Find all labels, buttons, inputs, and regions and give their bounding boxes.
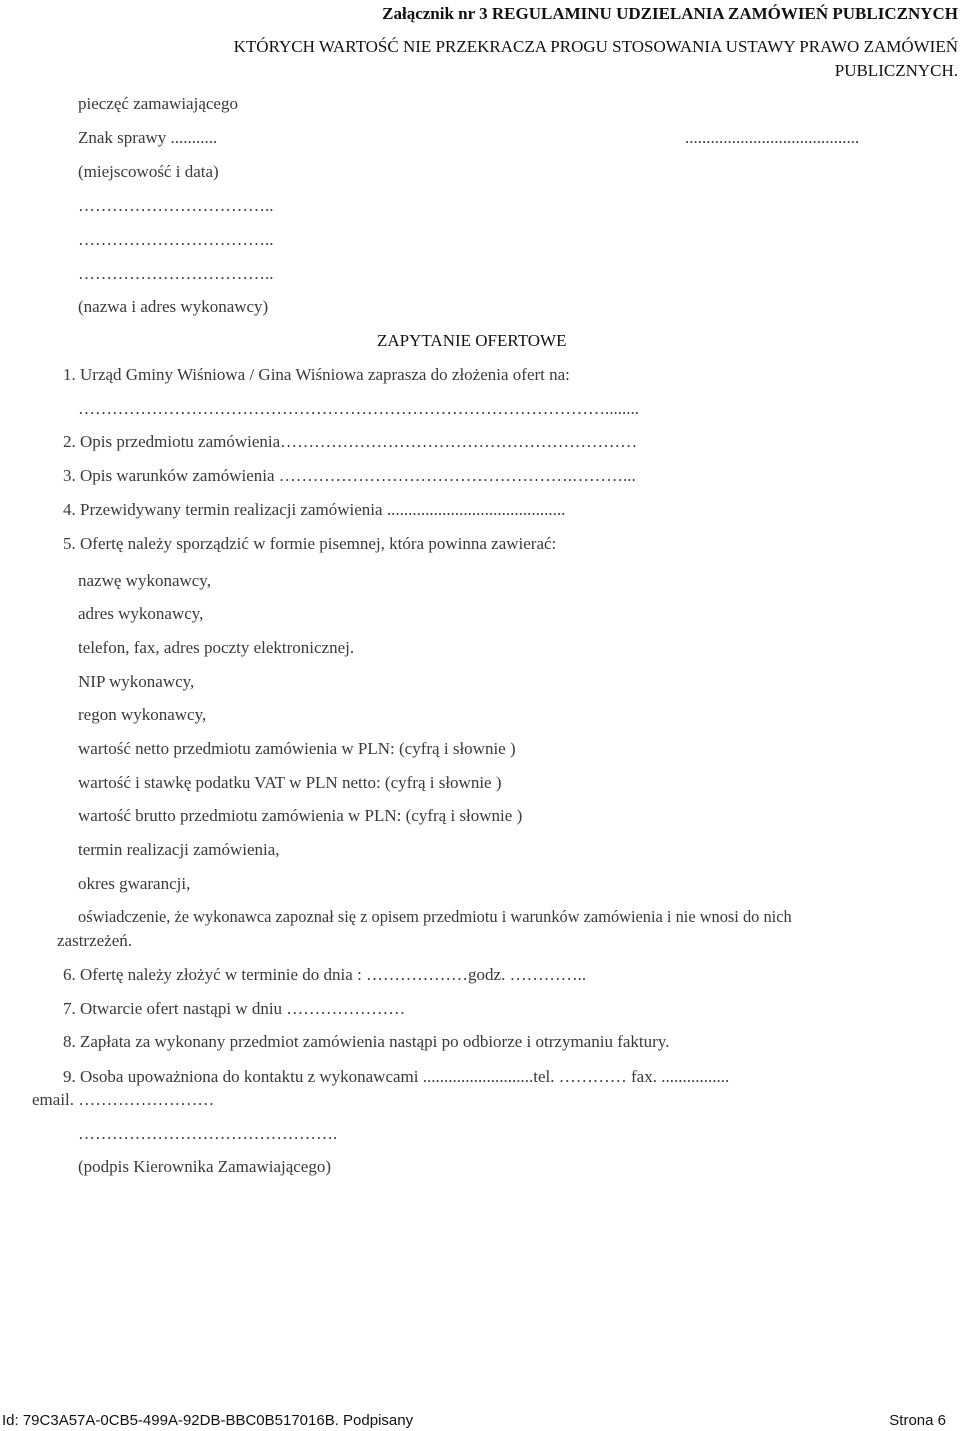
- date-dots: .........................................: [685, 128, 860, 147]
- contractor-dots-1: ……………………………..: [78, 196, 274, 215]
- offer-list-item: oświadczenie, że wykonawca zapoznał się z opisem przedmiotu i warunków zamówienia i nie wnosi do nich: [78, 907, 792, 926]
- offer-list-item: regon wykonawcy,: [78, 705, 207, 724]
- case-number: Znak sprawy ...........: [78, 128, 218, 147]
- item-9: 9. Osoba upoważniona do kontaktu z wykonawcami ..........................tel. ………… fax. ................: [63, 1067, 730, 1086]
- stamp-label: pieczęć zamawiającego: [78, 94, 238, 113]
- item-8: 8. Zapłata za wykonany przedmiot zamówienia nastąpi po odbiorze i otrzymaniu faktury.: [63, 1032, 670, 1051]
- offer-list-item: wartość brutto przedmiotu zamówienia w PLN: (cyfrą i słownie ): [78, 806, 523, 825]
- item-5: 5. Ofertę należy sporządzić w formie pisemnej, która powinna zawierać:: [63, 534, 557, 553]
- offer-list-item: adres wykonawcy,: [78, 604, 204, 623]
- header-line-1: Załącznik nr 3 REGULAMINU UDZIELANIA ZAMÓWIEŃ PUBLICZNYCH: [382, 4, 958, 23]
- contractor-dots-2: ……………………………..: [78, 230, 274, 249]
- item-2: 2. Opis przedmiotu zamówienia………………………………………………………: [63, 432, 638, 451]
- header-line-2: KTÓRYCH WARTOŚĆ NIE PRZEKRACZA PROGU STOSOWANIA USTAWY PRAWO ZAMÓWIEŃ: [233, 37, 958, 56]
- offer-list-item: okres gwarancji,: [78, 874, 191, 893]
- contractor-dots-3: ……………………………..: [78, 264, 274, 283]
- item-1: 1. Urząd Gminy Wiśniowa / Gina Wiśniowa zaprasza do złożenia ofert na:: [63, 365, 570, 384]
- document-title: ZAPYTANIE OFERTOWE: [377, 331, 567, 350]
- footer-document-id: Id: 79C3A57A-0CB5-499A-92DB-BBC0B517016B. Podpisany: [2, 1412, 414, 1429]
- offer-list-item: NIP wykonawcy,: [78, 672, 195, 691]
- offer-list-item: wartość i stawkę podatku VAT w PLN netto: (cyfrą i słownie ): [78, 773, 502, 792]
- item-9-continuation: email. ……………………: [32, 1090, 215, 1109]
- item-7: 7. Otwarcie ofert nastąpi w dniu …………………: [63, 999, 406, 1018]
- item-6: 6. Ofertę należy złożyć w terminie do dnia : ………………godz. …………..: [63, 965, 587, 984]
- offer-list-item: telefon, fax, adres poczty elektronicznej.: [78, 638, 355, 657]
- item-4: 4. Przewidywany termin realizacji zamówienia ..........................................: [63, 500, 566, 519]
- contractor-label: (nazwa i adres wykonawcy): [78, 297, 269, 316]
- date-label: (miejscowość i data): [78, 162, 219, 181]
- item-1-dots: …………………………………………………………………………………........: [78, 399, 639, 418]
- offer-list-item: wartość netto przedmiotu zamówienia w PLN: (cyfrą i słownie ): [78, 739, 516, 758]
- offer-list-continuation: zastrzeżeń.: [57, 931, 133, 950]
- footer-page-number: Strona 6: [889, 1412, 946, 1429]
- signature-dots: ……………………………………….: [78, 1124, 338, 1143]
- item-3: 3. Opis warunków zamówienia …………………………………………….………...: [63, 466, 636, 485]
- header-line-3: PUBLICZNYCH.: [834, 61, 958, 80]
- signature-label: (podpis Kierownika Zamawiającego): [78, 1157, 332, 1176]
- offer-list-item: termin realizacji zamówienia,: [78, 840, 280, 859]
- offer-list-item: nazwę wykonawcy,: [78, 571, 211, 590]
